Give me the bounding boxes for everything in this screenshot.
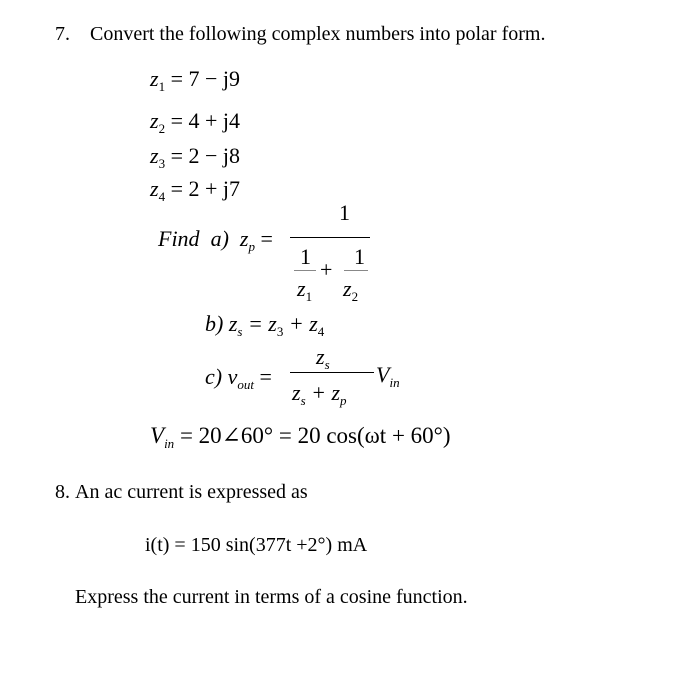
equation-b: b) $z_s = z_3 + z_4$: [205, 311, 325, 339]
equation-vin: $V_{in}$ = 20∠60° = 20 cos(ωt + 60°): [150, 423, 451, 451]
fraction-bar: [344, 270, 368, 271]
equation-z4: $z_4 = 2 + j7$: [150, 176, 240, 204]
equation-c-lhs: c) $v_{out}$ =: [205, 364, 272, 392]
inner-numerator-1: 1: [300, 244, 311, 269]
find-a-label: Find a) $z_p$ =: [158, 226, 273, 254]
problem-8-prompt: An ac current is expressed as: [75, 481, 308, 503]
fraction-c-numerator: $z_s$: [316, 344, 330, 372]
fraction-c-vin: $V_{in}$: [376, 362, 400, 390]
equation-z3: $z_3 = 2 - j8$: [150, 143, 240, 171]
denominator-z2: $z_2$: [343, 276, 359, 304]
equation-z1: $z_1 = 7 - j9$: [150, 66, 240, 94]
problem-8-number: 8.: [55, 481, 70, 503]
denominator-z1: $z_1$: [297, 276, 313, 304]
problem-7-number: 7.: [55, 23, 70, 45]
fraction-bar: [294, 270, 316, 271]
problem-7-prompt: Convert the following complex numbers into polar form.: [90, 23, 546, 45]
inner-numerator-2: 1: [354, 244, 365, 269]
fraction-bar: [290, 372, 374, 373]
fraction-c-denominator: $z_s + z_p$: [292, 380, 347, 408]
fraction-a-numerator: 1: [339, 200, 350, 225]
current-equation: i(t) = 150 sin(377t +2°) mA: [145, 534, 368, 556]
fraction-bar: [290, 237, 370, 238]
equation-z2: $z_2 = 4 + j4$: [150, 108, 240, 136]
plus-sign: +: [320, 257, 333, 282]
problem-8-instruction: Express the current in terms of a cosine function.: [75, 586, 468, 608]
